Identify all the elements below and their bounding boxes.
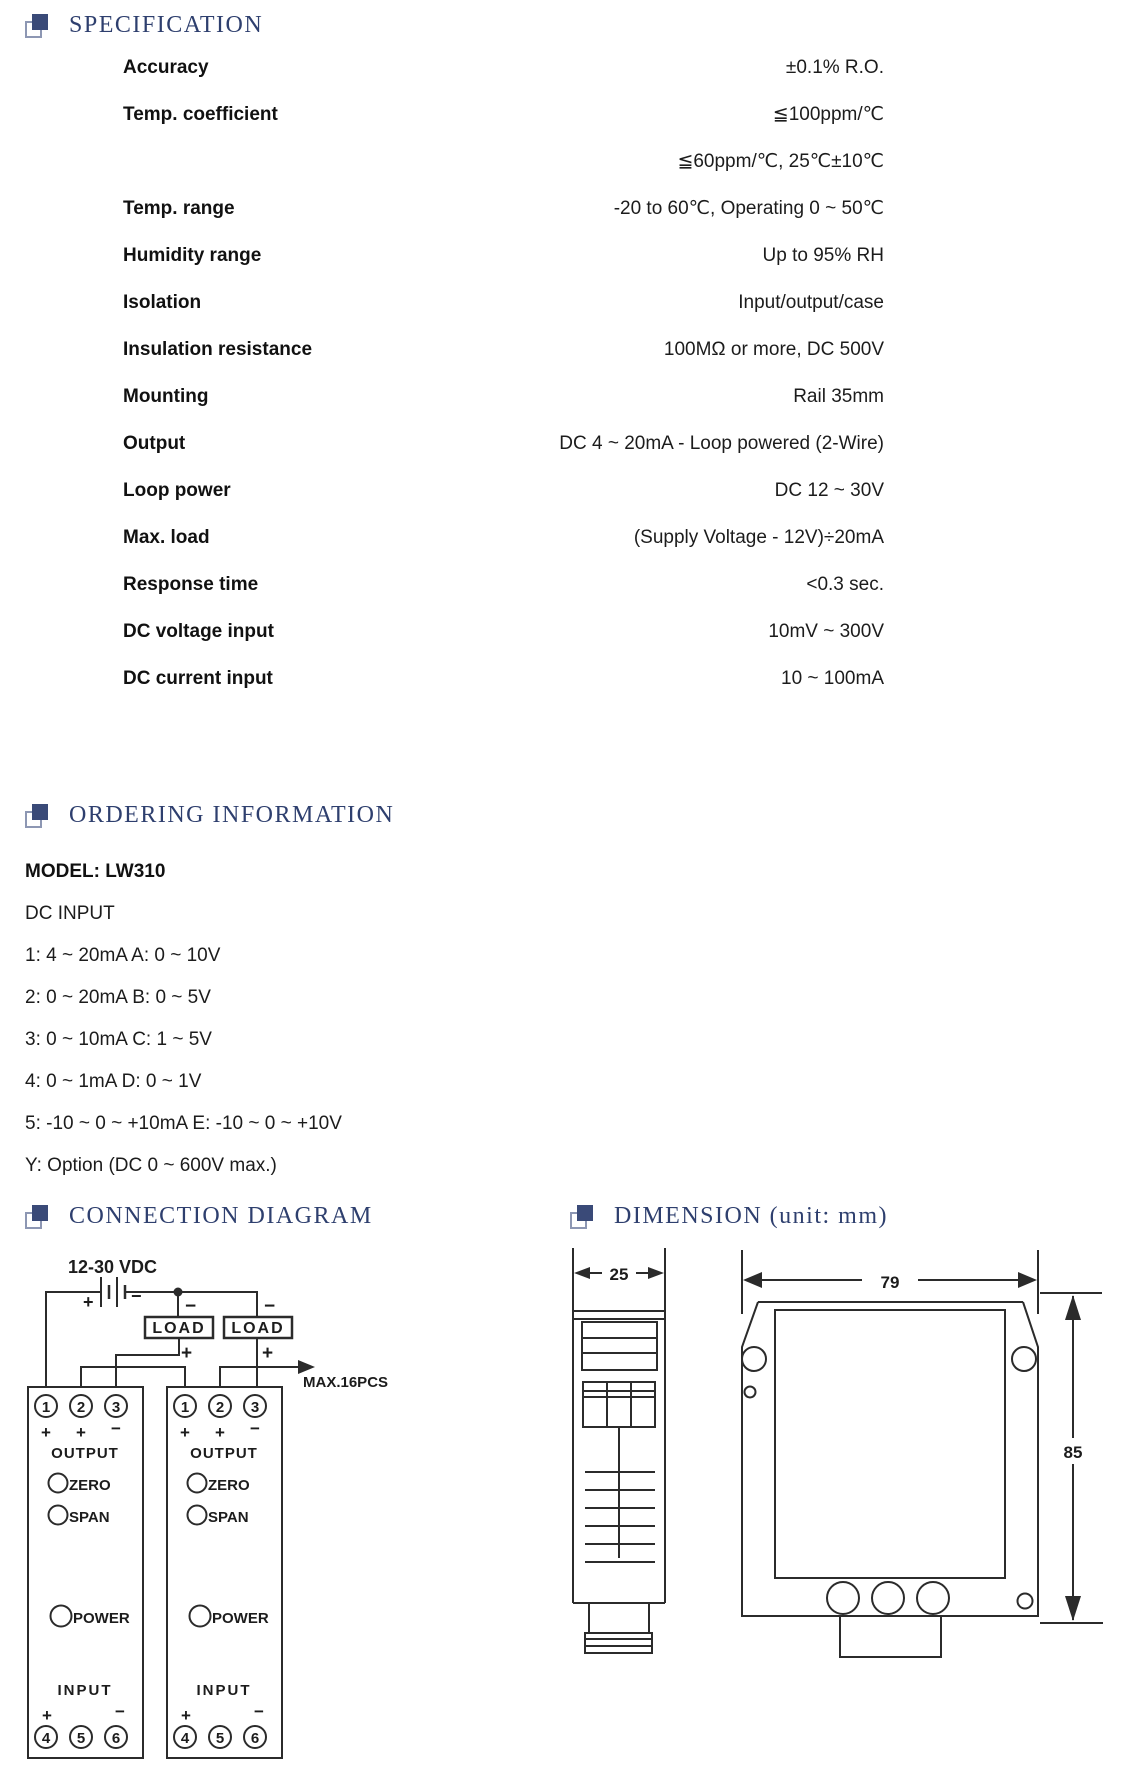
terminal-sign: + [42,1706,52,1725]
zero-trimmer-icon [188,1474,207,1493]
load2-plus-sign: + [262,1343,274,1364]
span-label: SPAN [208,1509,249,1526]
spec-row [123,608,884,655]
spec-value: DC 4 ~ 20mA - Loop powered (2-Wire) [559,432,884,454]
spec-row [123,279,884,326]
terminal-number: 5 [76,1730,86,1747]
spec-label: DC voltage input [123,620,274,642]
max-arrowhead-icon [298,1360,315,1374]
ordering-line: 3: 0 ~ 10mA C: 1 ~ 5V [25,1029,212,1050]
model-number: MODEL: LW310 [25,861,166,882]
span-trimmer-icon [49,1506,68,1525]
ordering-line: 1: 4 ~ 20mA A: 0 ~ 10V [25,945,221,966]
ordering-title: ORDERING INFORMATION [69,802,395,828]
spec-row [123,467,884,514]
width-dimension-label: 79 [880,1273,900,1292]
spec-label: Output [123,432,186,454]
spec-row [123,185,884,232]
input-label: INPUT [57,1682,113,1699]
spec-row [123,44,884,91]
bottom-hole-icon [917,1582,949,1614]
section-bullet-icon [25,804,49,828]
ordering-line: 2: 0 ~ 20mA B: 0 ~ 5V [25,987,211,1008]
transmitter-module [167,1387,282,1758]
height-dimension-label: 85 [1063,1443,1083,1462]
spec-value: -20 to 60℃, Operating 0 ~ 50℃ [613,198,884,219]
terminal-number: 5 [215,1730,225,1747]
terminal-number: 3 [111,1399,121,1416]
bottom-hole-icon [872,1582,904,1614]
spec-row [123,138,884,185]
terminal-sign: + [41,1423,51,1442]
ordering-info [25,851,725,1187]
spec-label: Response time [123,573,259,595]
connection-header [25,1203,373,1230]
input-label: INPUT [196,1682,252,1699]
terminal-sign: − [254,1702,264,1721]
zero-label: ZERO [208,1477,250,1494]
front-view [742,1250,1103,1657]
spec-value: ±0.1% R.O. [785,56,884,78]
ordering-line: 4: 0 ~ 1mA D: 0 ~ 1V [25,1071,202,1092]
ordering-header [25,802,394,829]
output-label: OUTPUT [190,1445,258,1462]
supply-voltage-label: 12-30 VDC [68,1257,158,1277]
spec-label: Temp. range [123,197,235,219]
section-bullet-icon [570,1205,594,1229]
terminal-sign: − [111,1419,121,1438]
terminal-number: 1 [41,1399,51,1416]
spec-value: ≦100ppm/℃ [772,104,884,125]
load-label: LOAD [152,1320,206,1337]
terminal-number: 3 [250,1399,260,1416]
spec-label: Loop power [123,479,231,501]
battery-minus-sign: − [131,1286,142,1306]
span-trimmer-icon [188,1506,207,1525]
terminal-number: 2 [215,1399,225,1416]
connection-diagram [0,1245,440,1780]
spec-row [123,655,884,702]
spec-value: Input/output/case [738,291,884,313]
spec-label: Max. load [123,526,210,548]
section-bullet-icon [25,14,49,38]
terminal-sign: − [115,1702,125,1721]
spec-value: (Supply Voltage - 12V)÷20mA [633,526,884,548]
mounting-hole-icon [1012,1347,1036,1371]
dimension-header [570,1203,888,1230]
battery-plus-sign: + [83,1292,94,1312]
spec-value: 10mV ~ 300V [768,620,884,642]
spec-row [123,91,884,138]
section-bullet-icon [25,1205,49,1229]
zero-trimmer-icon [49,1474,68,1493]
spec-value: DC 12 ~ 30V [774,479,884,501]
spec-label: Temp. coefficient [123,103,278,125]
spec-row [123,420,884,467]
connection-title: CONNECTION DIAGRAM [69,1203,373,1229]
terminal-number: 2 [76,1399,86,1416]
terminal-number: 4 [41,1730,51,1747]
specification-header [25,12,263,39]
spec-label: Insulation resistance [123,338,313,360]
terminal-number: 6 [111,1730,121,1747]
depth-dimension-label: 25 [609,1265,629,1284]
zero-label: ZERO [69,1477,111,1494]
max-pieces-label: MAX.16PCS [303,1374,389,1391]
spec-label: DC current input [123,667,273,689]
spec-row [123,232,884,279]
ordering-line: Y: Option (DC 0 ~ 600V max.) [25,1155,277,1176]
span-label: SPAN [69,1509,110,1526]
spec-label: Mounting [123,385,209,407]
dimension-drawing [540,1240,1120,1680]
ordering-line: 5: -10 ~ 0 ~ +10mA E: -10 ~ 0 ~ +10V [25,1113,342,1134]
spec-label: Isolation [123,291,202,313]
terminal-sign: + [180,1423,190,1442]
terminal-sign: + [215,1423,225,1442]
mounting-hole-icon [742,1347,766,1371]
terminal-sign: − [250,1419,260,1438]
output-label: OUTPUT [51,1445,119,1462]
bottom-hole-icon [827,1582,859,1614]
terminal-number: 6 [250,1730,260,1747]
terminal-sign: + [76,1423,86,1442]
ordering-line: DC INPUT [25,903,115,924]
small-hole-icon [745,1387,756,1398]
small-hole-icon [1018,1594,1033,1609]
dimension-title: DIMENSION (unit: mm) [614,1203,888,1229]
spec-value: Rail 35mm [793,385,884,407]
spec-row [123,326,884,373]
spec-row [123,373,884,420]
load-box [145,1317,213,1338]
spec-value: ≦60ppm/℃, 25℃±10℃ [677,151,884,172]
load2-minus-sign: − [264,1296,276,1317]
load1-plus-sign: + [181,1343,193,1364]
terminal-sign: + [181,1706,191,1725]
specification-table [123,44,884,702]
spec-value: Up to 95% RH [762,244,884,266]
spec-value: 100MΩ or more, DC 500V [663,338,884,360]
load-box [224,1317,292,1338]
battery-icon [101,1277,125,1307]
terminal-number: 4 [180,1730,190,1747]
specification-title: SPECIFICATION [69,12,264,38]
spec-row [123,514,884,561]
power-label: POWER [212,1610,269,1627]
spec-row [123,561,884,608]
terminal-number: 1 [180,1399,190,1416]
transmitter-module [28,1387,143,1758]
load-label: LOAD [231,1320,285,1337]
power-label: POWER [73,1610,130,1627]
side-view [573,1248,665,1653]
spec-label: Humidity range [123,244,262,266]
spec-label: Accuracy [123,56,209,78]
spec-value: 10 ~ 100mA [781,667,884,689]
power-led-icon [51,1606,72,1627]
power-led-icon [190,1606,211,1627]
spec-value: <0.3 sec. [806,573,884,595]
load1-minus-sign: − [185,1296,197,1317]
